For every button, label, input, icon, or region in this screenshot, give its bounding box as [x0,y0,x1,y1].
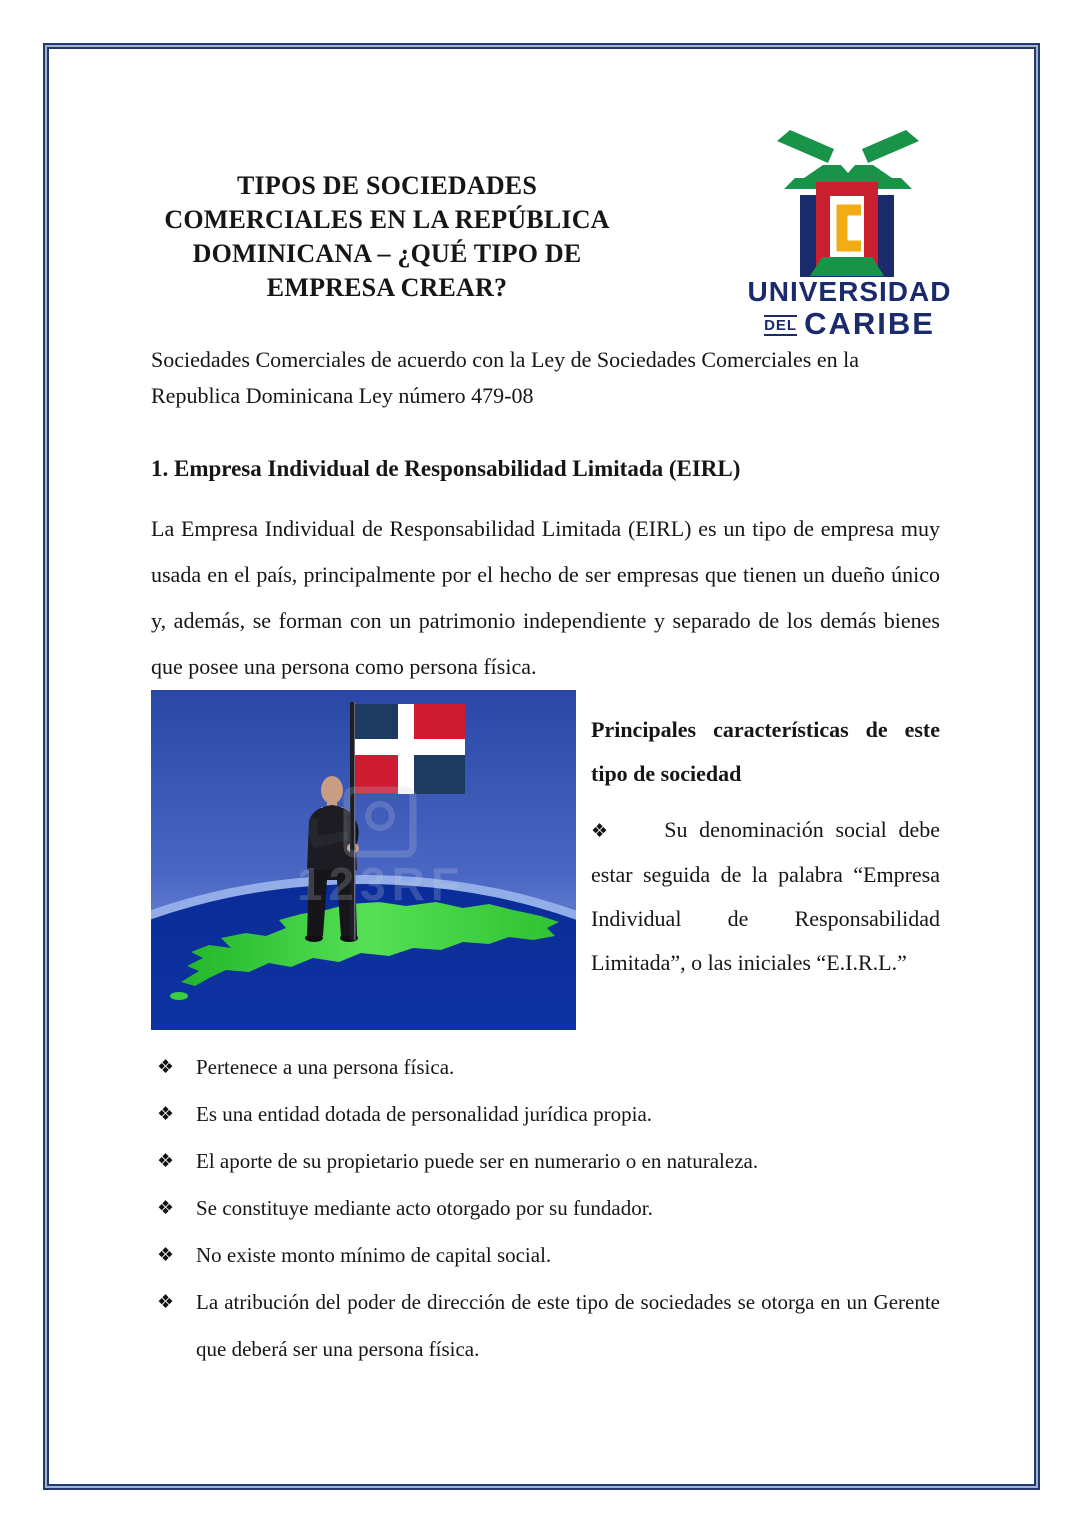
diamond-bullet-icon: ❖ [157,1056,175,1078]
document-page [49,49,1034,1484]
sidebar-heading: Principales características de este tipo de sociedad [591,717,940,786]
flag-map-illustration [151,690,576,1030]
dominican-flag-map-image [151,690,576,1030]
document-header [151,169,952,341]
section-paragraph: La Empresa Individual de Responsabilidad Limitada (EIRL) es un tipo de empresa muy usada en el país, principalmente por el hecho de ser empresas que tienen un dueño único y, además, se forman con un patrimonio independiente y separado de los demás bienes que posee una persona como persona física. [151,516,940,679]
sidebar-text [591,690,940,1030]
list-item-text: El aporte de su propietario puede ser en numerario o en naturaleza. [196,1149,759,1173]
list-item [151,1279,940,1373]
diamond-bullet-icon: ❖ [157,1150,175,1172]
university-subname [722,307,977,340]
logo-caribe: CARIBE [804,306,935,341]
sidebar-bullet-text: Su denominación social debe estar seguida de la palabra “Empresa Individual de Responsabilidad Limitada”, o las iniciales “E.I.R.L.” [591,817,940,975]
university-logo [722,125,977,340]
title-line: DOMINICANA – ¿QUÉ TIPO DE [192,239,582,268]
page-title [157,169,617,305]
image-text-row [151,690,940,1030]
diamond-bullet-icon: ❖ [157,1197,175,1219]
intro-paragraph: Sociedades Comerciales de acuerdo con la Ley de Sociedades Comerciales en la Republica Dominicana Ley número 479-08 [151,347,859,408]
list-item [151,1138,940,1185]
page-border-inner [47,47,1036,1486]
university-name: UNIVERSIDAD [747,276,952,307]
list-item [151,1185,940,1232]
title-line: EMPRESA CREAR? [266,273,508,302]
diamond-bullet-icon: ❖ [591,820,615,842]
list-item-text: La atribución del poder de dirección de este tipo de sociedades se otorga en un Gerente que deberá ser una persona física. [196,1290,940,1361]
list-item-text: Se constituye mediante acto otorgado por su fundador. [196,1196,653,1220]
list-item-text: No existe monto mínimo de capital social. [196,1243,552,1267]
section-heading: 1. Empresa Individual de Responsabilidad Limitada (EIRL) [151,456,741,481]
sidebar-bullet-item [591,808,940,985]
page-border [43,43,1040,1490]
diamond-bullet-icon: ❖ [157,1244,175,1266]
characteristics-list [151,1044,940,1373]
list-item [151,1091,940,1138]
logo-del: DEL [764,316,798,334]
list-item [151,1044,940,1091]
university-emblem-icon [722,125,977,277]
svg-text:123RF: 123RF [296,858,466,910]
diamond-bullet-icon: ❖ [157,1103,175,1125]
title-line: COMERCIALES EN LA REPÚBLICA [164,205,610,234]
diamond-bullet-icon: ❖ [157,1291,175,1313]
title-line: TIPOS DE SOCIEDADES [237,171,537,200]
list-item-text: Pertenece a una persona física. [196,1055,455,1079]
list-item [151,1232,940,1279]
page-border-mid [45,45,1038,1488]
list-item-text: Es una entidad dotada de personalidad jurídica propia. [196,1102,653,1126]
